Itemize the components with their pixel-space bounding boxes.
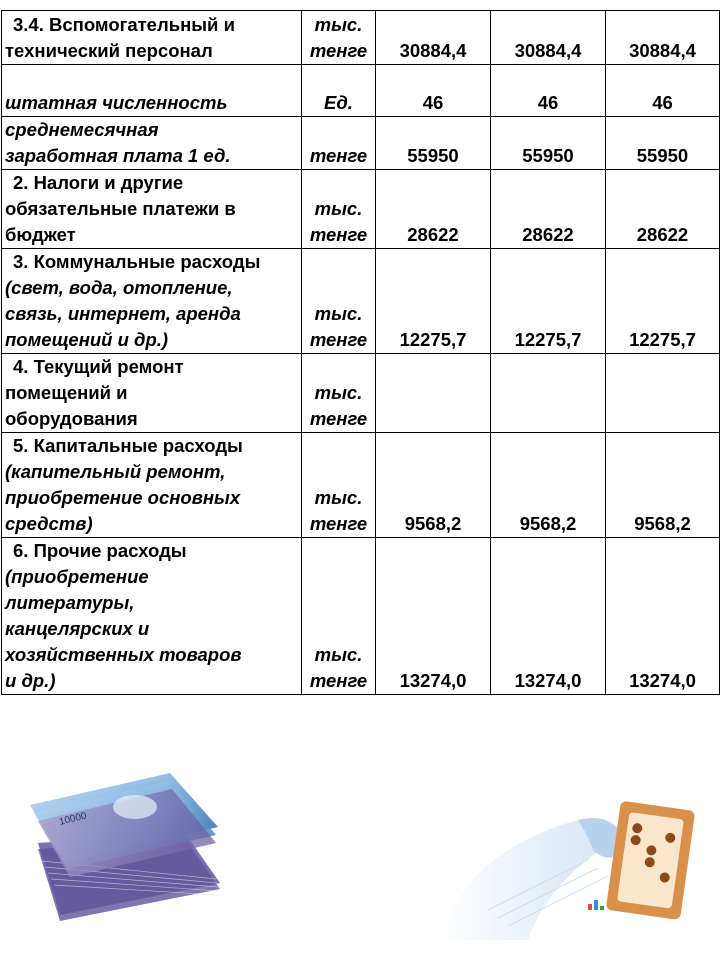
row-label-line: (капительный ремонт, <box>5 461 226 482</box>
chart-bars <box>588 900 604 910</box>
value-cell: 30884,4 <box>491 11 606 65</box>
value-cell: 12275,7 <box>491 249 606 354</box>
unit-cell: тыс. тенге <box>302 354 376 433</box>
row-label-line: приобретение основных <box>5 487 241 508</box>
table-row <box>2 354 720 433</box>
table-row <box>2 117 720 170</box>
table-row <box>2 538 720 695</box>
row-label <box>2 117 302 170</box>
row-label-line: 3.4. Вспомогательный и <box>13 14 235 35</box>
row-title: 6. Прочие расходы <box>13 540 187 561</box>
row-label <box>2 11 302 65</box>
value-cell: 9568,2 <box>491 433 606 538</box>
value-cell: 13274,0 <box>491 538 606 695</box>
value-cell: 28622 <box>376 170 491 249</box>
value-cell <box>376 354 491 433</box>
row-label <box>2 249 302 354</box>
abacus-illustration <box>428 790 713 940</box>
row-label-line: хозяйственных товаров <box>5 644 242 665</box>
value-cell: 30884,4 <box>376 11 491 65</box>
value-cell: 46 <box>376 65 491 117</box>
row-label-line: технический персонал <box>5 40 213 61</box>
value-cell: 13274,0 <box>606 538 720 695</box>
table-row <box>2 433 720 538</box>
row-title: 5. Капитальные расходы <box>13 435 243 456</box>
value-cell: 55950 <box>606 117 720 170</box>
table-row <box>2 249 720 354</box>
row-label <box>2 433 302 538</box>
value-cell: 46 <box>491 65 606 117</box>
value-cell <box>491 354 606 433</box>
unit-cell: тыс. тенге <box>302 433 376 538</box>
value-cell: 12275,7 <box>606 249 720 354</box>
value-cell: 55950 <box>491 117 606 170</box>
value-cell: 46 <box>606 65 720 117</box>
row-label-line: помещений и <box>5 382 128 403</box>
unit-cell: тыс. тенге <box>302 249 376 354</box>
row-label-line: штатная численность <box>5 92 228 113</box>
row-label-line: заработная плата 1 ед. <box>5 145 231 166</box>
unit-cell: тыс. тенге <box>302 170 376 249</box>
table-row <box>2 65 720 117</box>
value-cell: 30884,4 <box>606 11 720 65</box>
unit-cell: тыс. тенге <box>302 538 376 695</box>
svg-text:10000: 10000 <box>58 810 88 828</box>
row-label <box>2 170 302 249</box>
budget-table-body <box>2 11 720 695</box>
row-label-line: среднемесячная <box>5 119 159 140</box>
row-label-line: литературы, <box>5 592 135 613</box>
row-label-line: средств) <box>5 513 93 534</box>
row-label-line: связь, интернет, аренда <box>5 303 241 324</box>
unit-cell: тыс. тенге <box>302 11 376 65</box>
row-label <box>2 65 302 117</box>
budget-table <box>1 10 720 695</box>
row-label-line: 2. Налоги и другие <box>13 172 184 193</box>
row-label-line: помещений и др.) <box>5 329 169 350</box>
row-label-line: и др.) <box>5 670 56 691</box>
table-row <box>2 170 720 249</box>
value-cell: 28622 <box>606 170 720 249</box>
row-label-line: (свет, вода, отопление, <box>5 277 233 298</box>
value-cell: 13274,0 <box>376 538 491 695</box>
row-label-line: (приобретение <box>5 566 149 587</box>
row-label-line: канцелярских и <box>5 618 150 639</box>
row-title: 3. Коммунальные расходы <box>13 251 261 272</box>
unit-cell: тенге <box>302 117 376 170</box>
value-cell: 55950 <box>376 117 491 170</box>
row-label <box>2 538 302 695</box>
value-cell <box>606 354 720 433</box>
row-label-line: обязательные платежи в <box>5 198 236 219</box>
unit-cell: Ед. <box>302 65 376 117</box>
row-label-line: 4. Текущий ремонт <box>13 356 184 377</box>
banknotes-illustration <box>20 765 225 925</box>
value-cell: 28622 <box>491 170 606 249</box>
row-label-line: бюджет <box>5 224 76 245</box>
value-cell: 9568,2 <box>376 433 491 538</box>
row-label-line: оборудования <box>5 408 138 429</box>
value-cell: 9568,2 <box>606 433 720 538</box>
row-label <box>2 354 302 433</box>
table-row <box>2 11 720 65</box>
value-cell: 12275,7 <box>376 249 491 354</box>
